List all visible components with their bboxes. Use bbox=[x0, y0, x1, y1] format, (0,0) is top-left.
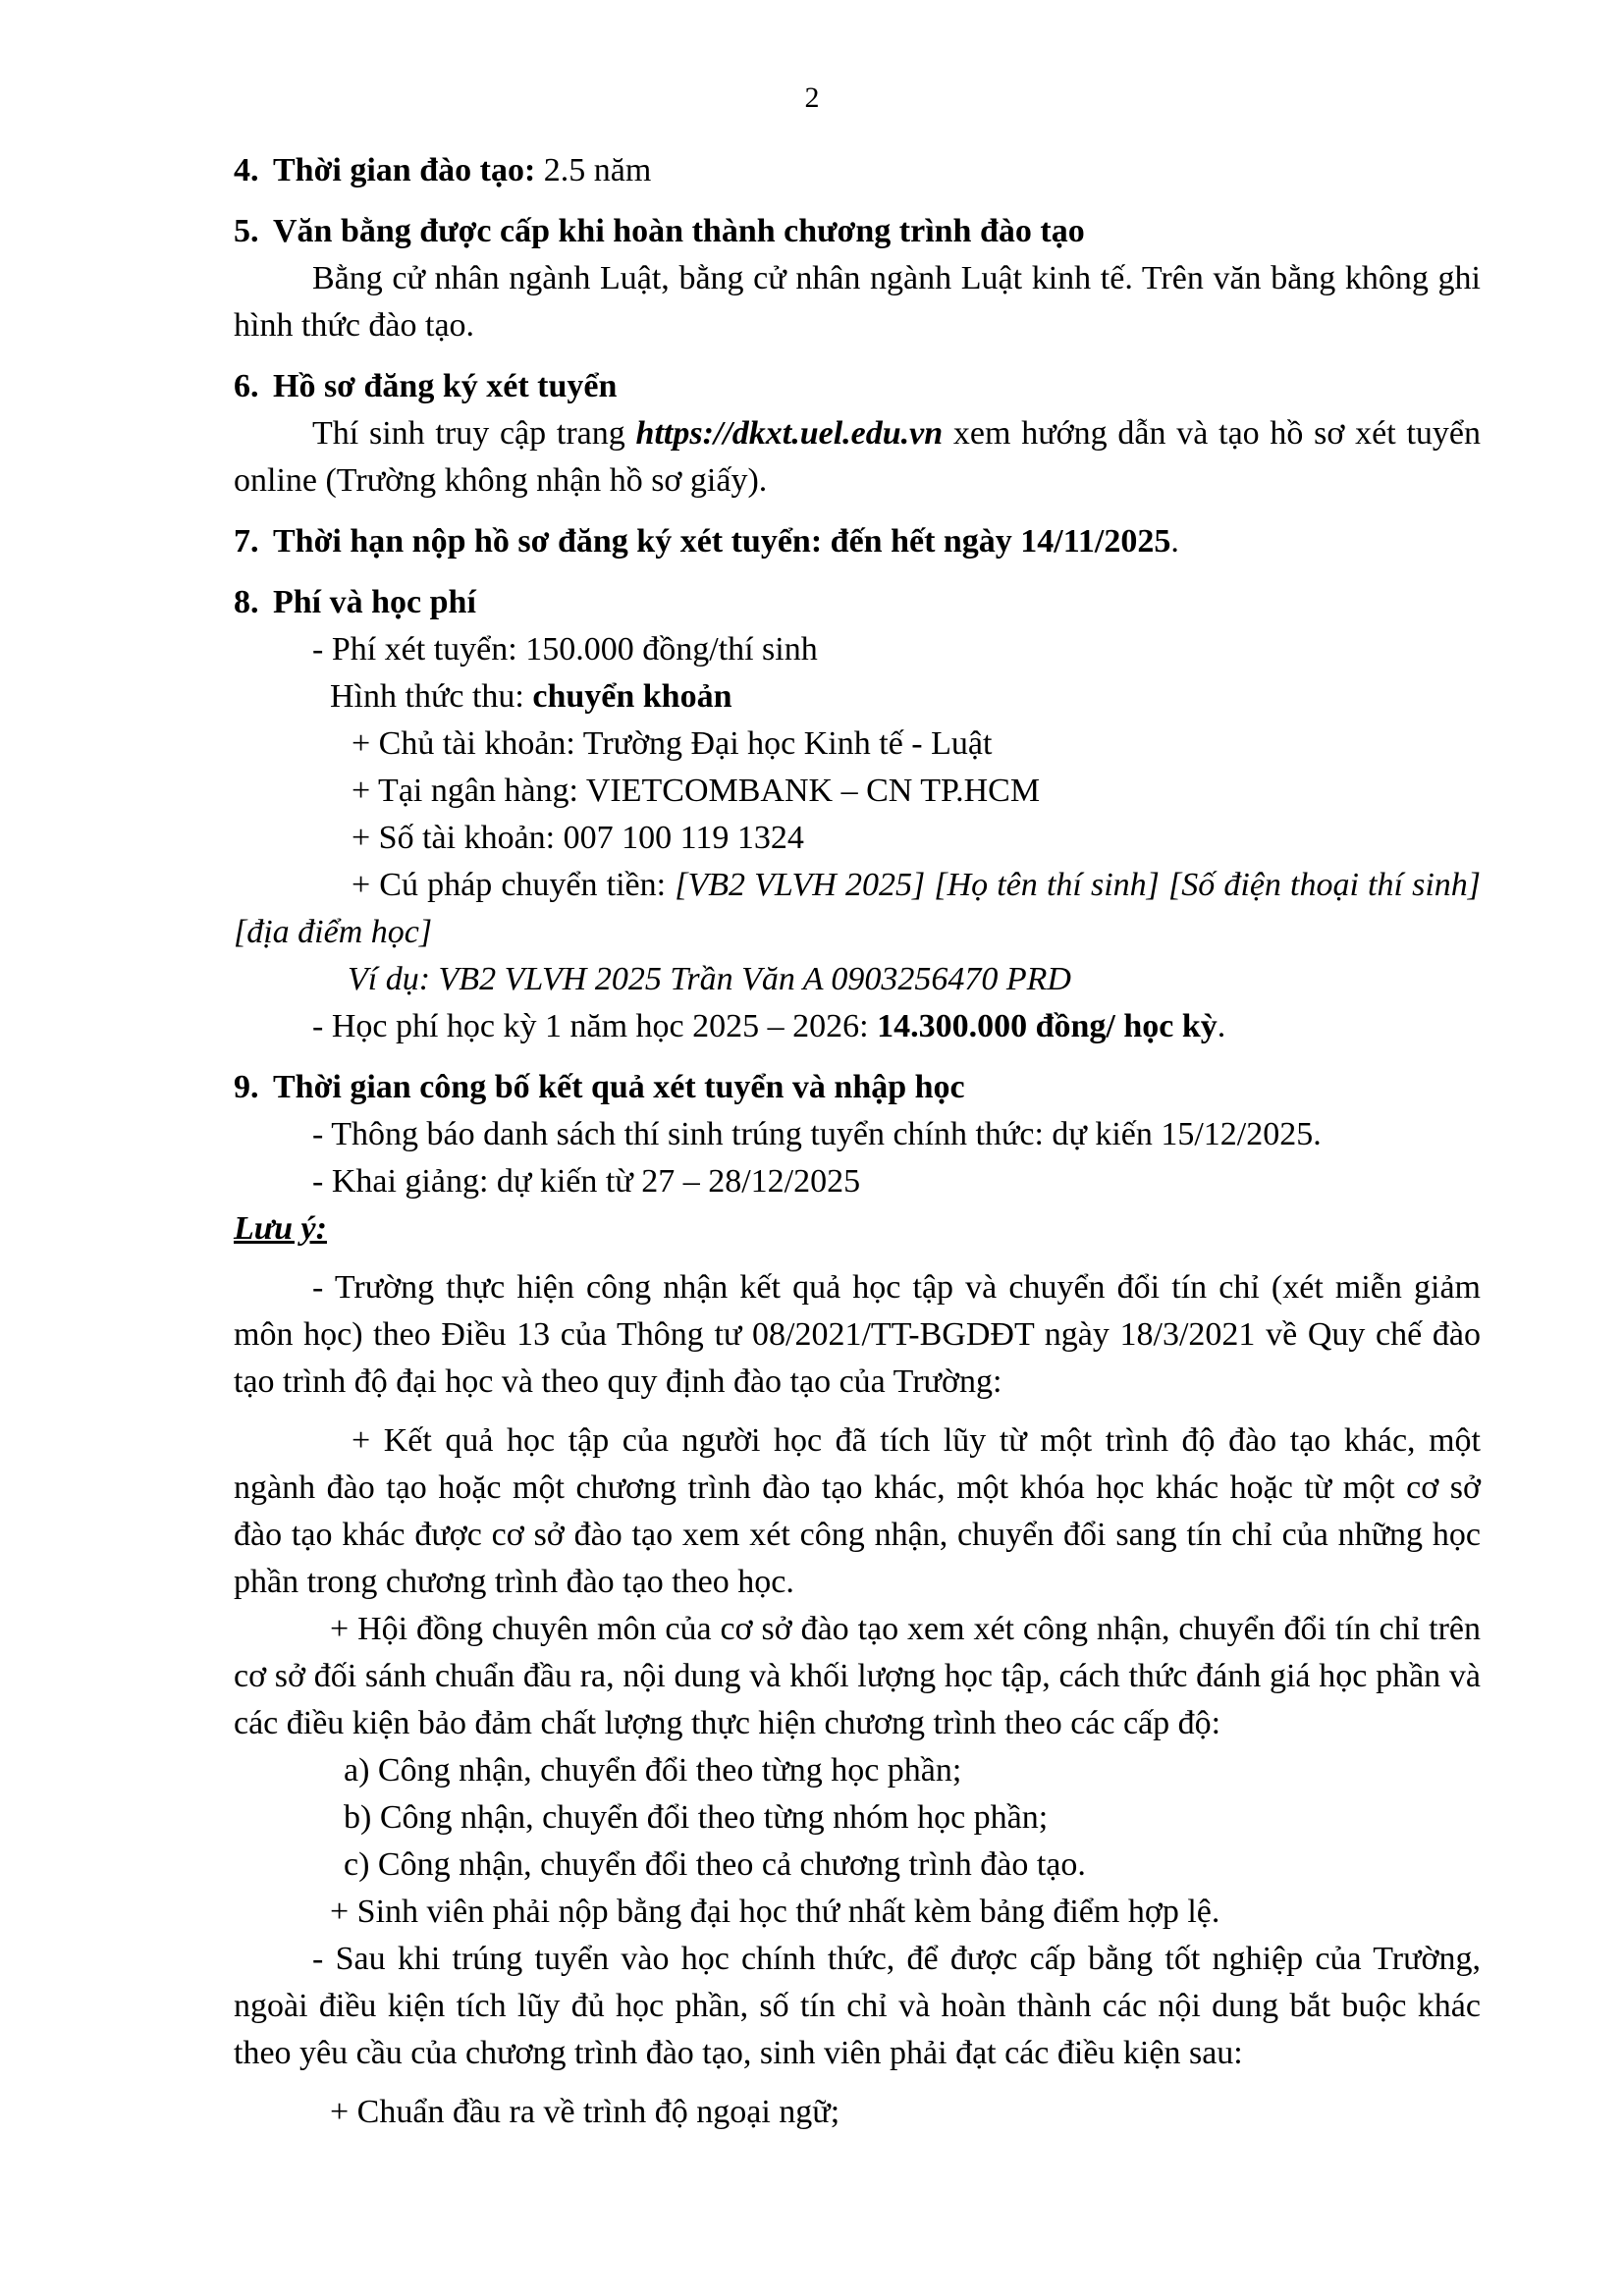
section-9-title: Thời gian công bố kết quả xét tuyển và nhập học bbox=[273, 1069, 965, 1105]
section-6-number: 6. bbox=[234, 368, 259, 404]
section-8-title: Phí và học phí bbox=[273, 584, 476, 620]
note-paragraph-6: + Chuẩn đầu ra về trình độ ngoại ngữ; bbox=[330, 2094, 840, 2130]
note-paragraph-4: + Sinh viên phải nộp bằng đại học thứ nhất kèm bảng điểm hợp lệ. bbox=[330, 1894, 1220, 1930]
opening-ceremony: - Khai giảng: dự kiến từ 27 – 28/12/2025 bbox=[312, 1163, 861, 1200]
section-8-heading bbox=[234, 579, 1481, 626]
section-4-label: Thời gian đào tạo: bbox=[273, 152, 536, 188]
note-paragraph-1: - Trường thực hiện công nhận kết quả học tập và chuyển đổi tín chỉ (xét miễn giảm môn học) theo Điều 13 của Thông tư 08/2021/TT-BGDĐT ngày 18/3/2021 về Quy chế đào tạo trình độ đại học và theo quy định đào tạo của Trường: bbox=[234, 1269, 1481, 1400]
section-7-title: Thời hạn nộp hồ sơ đăng ký xét tuyển: đến hết ngày 14/11/2025 bbox=[273, 523, 1171, 560]
page-number: 2 bbox=[804, 81, 820, 114]
transfer-syntax bbox=[234, 862, 1481, 956]
section-6-heading bbox=[234, 363, 1481, 410]
admission-fee: - Phí xét tuyển: 150.000 đồng/thí sinh bbox=[312, 631, 818, 667]
note-paragraph-2: + Kết quả học tập của người học đã tích lũy từ một trình độ đào tạo khác, một ngành đào tạo hoặc một chương trình đào tạo khác, một khóa học khác hoặc từ một cơ sở đào tạo khác được cơ sở đào tạo xem xét công nhận, chuyển đổi sang tín chỉ của những học phần trong chương trình đào tạo theo học. bbox=[234, 1422, 1481, 1600]
section-5-body: Bằng cử nhân ngành Luật, bằng cử nhân ngành Luật kinh tế. Trên văn bằng không ghi hình thức đào tạo. bbox=[234, 260, 1481, 344]
note-item-b: b) Công nhận, chuyển đổi theo từng nhóm học phần; bbox=[344, 1799, 1049, 1836]
transfer-example: Ví dụ: VB2 VLVH 2025 Trần Văn A 0903256470 PRD bbox=[348, 961, 1071, 997]
section-5-number: 5. bbox=[234, 213, 259, 249]
section-8-number: 8. bbox=[234, 584, 259, 620]
tuition-fee-label: - Học phí học kỳ 1 năm học 2025 – 2026: bbox=[312, 1008, 878, 1044]
results-announcement: - Thông báo danh sách thí sinh trúng tuyển chính thức: dự kiến 15/12/2025. bbox=[312, 1116, 1322, 1152]
payment-method bbox=[234, 673, 1481, 721]
section-6-title: Hồ sơ đăng ký xét tuyển bbox=[273, 368, 618, 404]
section-7-tail: . bbox=[1170, 523, 1179, 560]
tuition-fee-value: 14.300.000 đồng/ học kỳ bbox=[877, 1008, 1218, 1044]
transfer-syntax-label: + Cú pháp chuyển tiền: bbox=[352, 867, 676, 903]
section-7-number: 7. bbox=[234, 523, 259, 560]
tuition-fee bbox=[234, 1003, 1481, 1050]
section-6-body-pre: Thí sinh truy cập trang bbox=[312, 415, 636, 452]
section-9-number: 9. bbox=[234, 1069, 259, 1105]
bank-name: + Tại ngân hàng: VIETCOMBANK – CN TP.HCM bbox=[352, 773, 1041, 809]
section-4-value: 2.5 năm bbox=[535, 152, 652, 188]
section-6-body bbox=[234, 410, 1481, 505]
registration-link[interactable]: https://dkxt.uel.edu.vn bbox=[635, 415, 944, 452]
payment-method-label: Hình thức thu: bbox=[330, 678, 533, 715]
transfer-syntax-value: [VB2 VLVH 2025] [Họ tên thí sinh] [Số điện thoại thí sinh] [địa điểm học] bbox=[234, 867, 1481, 950]
note-paragraph-5: - Sau khi trúng tuyển vào học chính thức, để được cấp bằng tốt nghiệp của Trường, ngoài điều kiện tích lũy đủ học phần, số tín chỉ và hoàn thành các nội dung bắt buộc khác theo yêu cầu của chương trình đào tạo, sinh viên phải đạt các điều kiện sau: bbox=[234, 1941, 1481, 2071]
section-5-heading bbox=[234, 208, 1481, 255]
account-number: + Số tài khoản: 007 100 119 1324 bbox=[352, 820, 804, 856]
tuition-fee-tail: . bbox=[1217, 1008, 1226, 1044]
document-body bbox=[234, 147, 1481, 2136]
payment-method-value: chuyển khoản bbox=[532, 678, 732, 715]
note-paragraph-3: + Hội đồng chuyên môn của cơ sở đào tạo xem xét công nhận, chuyển đổi tín chỉ trên cơ sở đối sánh chuẩn đầu ra, nội dung và khối lượng học tập, cách thức đánh giá học phần và các điều kiện bảo đảm chất lượng thực hiện chương trình theo các cấp độ: bbox=[234, 1611, 1481, 1741]
note-item-a: a) Công nhận, chuyển đổi theo từng học phần; bbox=[344, 1752, 962, 1789]
section-4 bbox=[234, 147, 1481, 194]
note-item-c: c) Công nhận, chuyển đổi theo cả chương trình đào tạo. bbox=[344, 1846, 1086, 1883]
section-9-heading bbox=[234, 1064, 1481, 1111]
section-7-heading bbox=[234, 518, 1481, 565]
account-owner: + Chủ tài khoản: Trường Đại học Kinh tế - Luật bbox=[352, 725, 993, 762]
section-5-title: Văn bằng được cấp khi hoàn thành chương trình đào tạo bbox=[273, 213, 1085, 249]
section-4-number: 4. bbox=[234, 152, 259, 188]
section-6-body-post: xem hướng dẫn và tạo hồ sơ xét tuyển online (Trường không nhận hồ sơ giấy). bbox=[234, 415, 1482, 499]
note-label: Lưu ý: bbox=[234, 1210, 327, 1247]
